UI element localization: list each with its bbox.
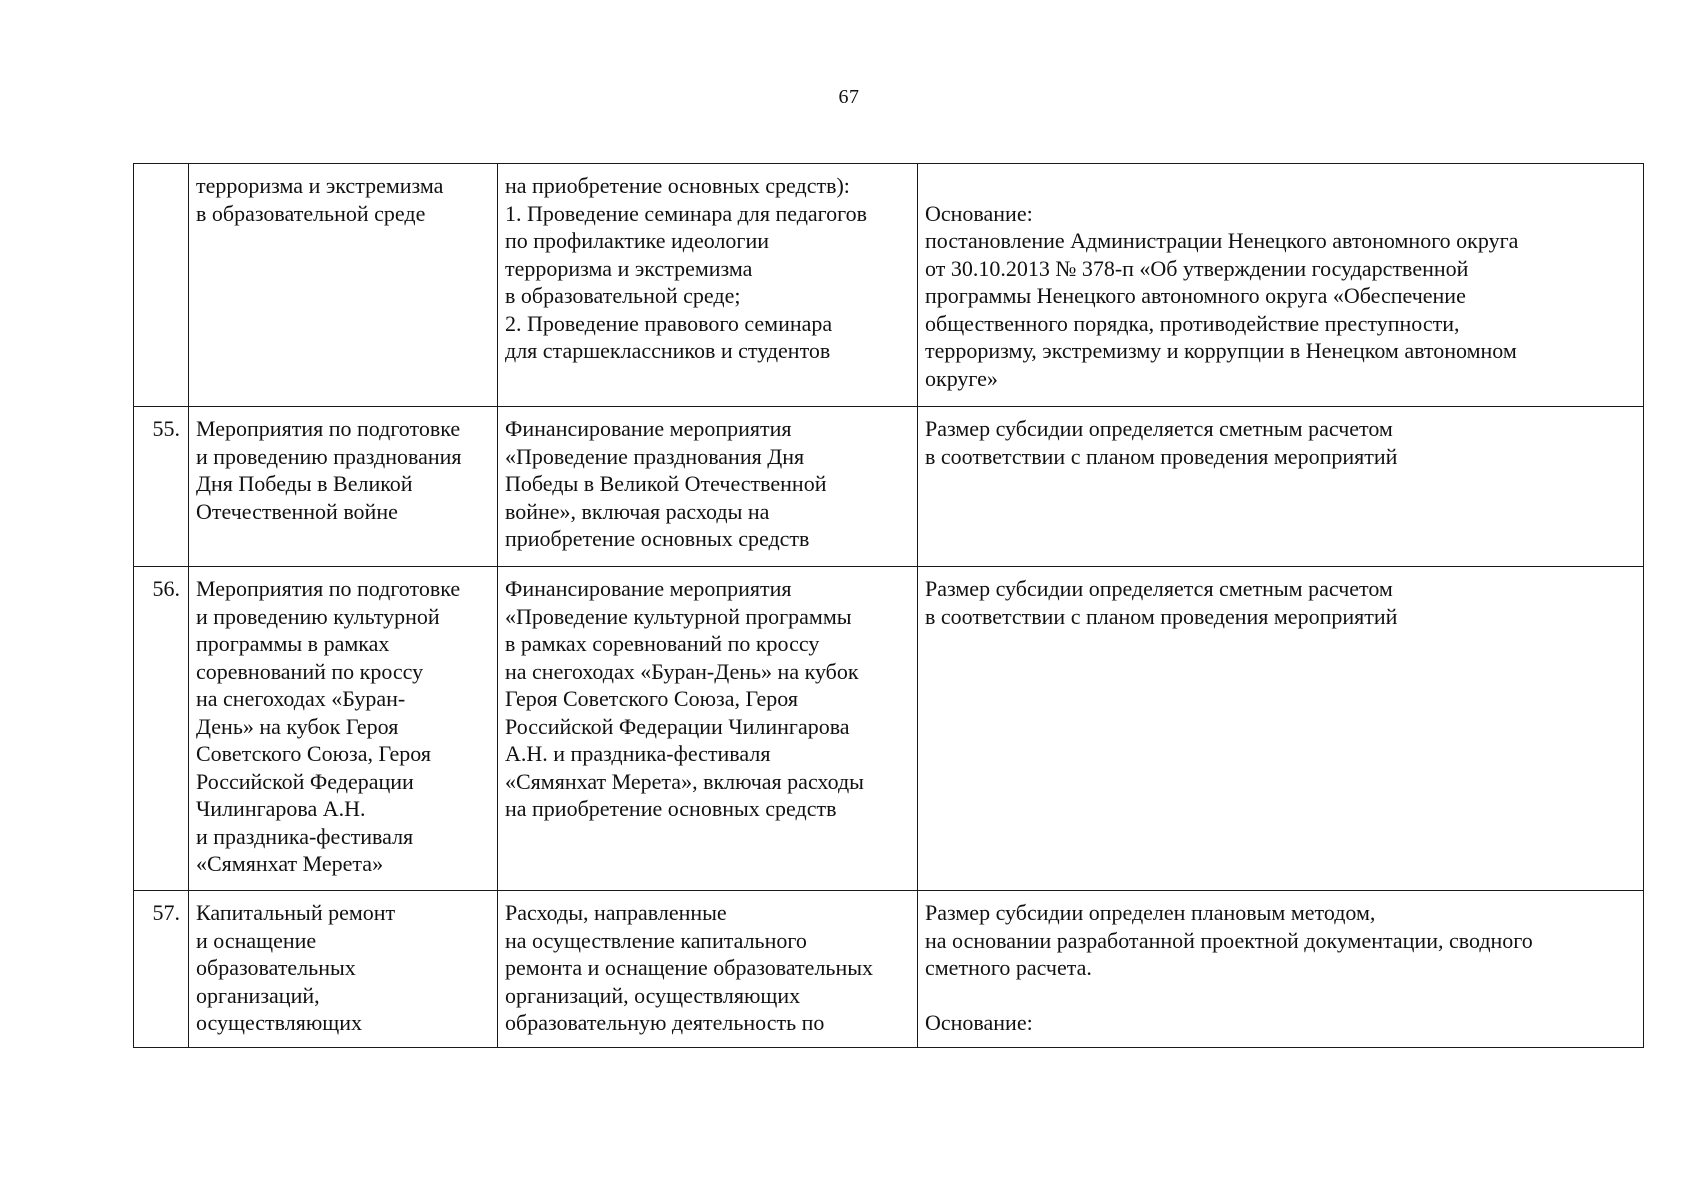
purpose-cell bbox=[498, 164, 918, 407]
text-line: и праздника-фестиваля bbox=[196, 823, 414, 849]
text-line: войне», включая расходы на bbox=[505, 498, 770, 524]
row-number-cell: 55. bbox=[134, 407, 189, 567]
text-line: по профилактике идеологии bbox=[505, 228, 769, 253]
basis-title: Основание: bbox=[925, 1010, 1033, 1035]
text-line: организаций, bbox=[196, 982, 320, 1008]
text-line: от 30.10.2013 № 378-п «Об утверждении государственной bbox=[925, 255, 1469, 281]
text-line: «Сямянхат Мерета», включая расходы bbox=[505, 768, 864, 794]
spacer bbox=[925, 172, 1639, 200]
text-line: Дня Победы в Великой bbox=[196, 471, 413, 496]
text-line: Мероприятия по подготовке bbox=[196, 416, 461, 441]
text-line: ремонта и оснащение образовательных bbox=[505, 955, 874, 980]
text-line: терроризму, экстремизму и коррупции в Ненецком автономном bbox=[925, 338, 1517, 363]
text-line: А.Н. и праздника-фестиваля bbox=[505, 741, 771, 766]
event-name-cell bbox=[189, 164, 498, 407]
text-line: на приобретение основных средств): bbox=[505, 173, 850, 198]
text-line: Героя Советского Союза, Героя bbox=[505, 686, 798, 711]
basis-cell bbox=[918, 164, 1644, 407]
page-number: 67 bbox=[838, 86, 860, 108]
table-row bbox=[134, 164, 1644, 407]
purpose-cell bbox=[498, 407, 918, 567]
text-line: «Сямянхат Мерета» bbox=[196, 851, 384, 876]
spacer bbox=[925, 982, 1639, 1010]
row-number-cell: 56. bbox=[134, 567, 189, 891]
text-line: Размер субсидии определяется сметным расчетом bbox=[925, 416, 1393, 441]
text-line: на осуществление капитального bbox=[505, 927, 807, 953]
text-line: на основании разработанной проектной документации, сводного bbox=[925, 927, 1533, 953]
basis-cell bbox=[918, 567, 1644, 891]
text-line: Капитальный ремонт bbox=[196, 900, 396, 925]
text-line: терроризма и экстремизма bbox=[505, 255, 753, 281]
text-line: терроризма и экстремизма bbox=[196, 173, 444, 198]
text-line: День» на кубок Героя bbox=[196, 713, 399, 739]
table-row bbox=[134, 567, 1644, 891]
text-line: Отечественной войне bbox=[196, 498, 398, 524]
basis-title: Основание: bbox=[925, 200, 1033, 226]
text-line: общественного порядка, противодействие преступности, bbox=[925, 310, 1460, 336]
text-line: в соответствии с планом проведения мероприятий bbox=[925, 443, 1398, 469]
row-number-cell bbox=[134, 164, 189, 407]
table-row bbox=[134, 407, 1644, 567]
document-table bbox=[133, 163, 1644, 1048]
text-line: 1. Проведение семинара для педагогов bbox=[505, 200, 868, 226]
purpose-cell bbox=[498, 891, 918, 1048]
text-line: соревнований по кроссу bbox=[196, 658, 424, 684]
text-line: образовательных bbox=[196, 955, 356, 980]
text-line: на приобретение основных средств bbox=[505, 796, 837, 821]
text-line: Финансирование мероприятия bbox=[505, 416, 792, 441]
basis-cell bbox=[918, 891, 1644, 1048]
text-line: и проведению культурной bbox=[196, 603, 440, 629]
text-line: Финансирование мероприятия bbox=[505, 576, 792, 601]
basis-cell bbox=[918, 407, 1644, 567]
text-line: Российской Федерации bbox=[196, 768, 414, 794]
text-line: программы Ненецкого автономного округа «Обеспечение bbox=[925, 283, 1466, 308]
text-line: осуществляющих bbox=[196, 1010, 362, 1035]
text-line: Размер субсидии определяется сметным расчетом bbox=[925, 576, 1393, 601]
text-line: 2. Проведение правового семинара bbox=[505, 310, 833, 336]
row-number-cell: 57. bbox=[134, 891, 189, 1048]
text-line: Мероприятия по подготовке bbox=[196, 576, 461, 601]
text-line: и проведению празднования bbox=[196, 443, 462, 469]
event-name-cell bbox=[189, 407, 498, 567]
text-line: Размер субсидии определен плановым методом, bbox=[925, 900, 1376, 925]
text-line: в образовательной среде; bbox=[505, 283, 741, 308]
text-line: «Проведение празднования Дня bbox=[505, 443, 805, 469]
table-row bbox=[134, 891, 1644, 1048]
text-line: на снегоходах «Буран-День» на кубок bbox=[505, 658, 859, 684]
text-line: «Проведение культурной программы bbox=[505, 603, 852, 629]
purpose-cell bbox=[498, 567, 918, 891]
text-line: Советского Союза, Героя bbox=[196, 741, 431, 766]
text-line: Чилингарова А.Н. bbox=[196, 796, 366, 821]
text-line: организаций, осуществляющих bbox=[505, 982, 801, 1008]
event-name-cell bbox=[189, 567, 498, 891]
text-line: в образовательной среде bbox=[196, 200, 426, 226]
text-line: округе» bbox=[925, 365, 998, 391]
text-line: образовательную деятельность по bbox=[505, 1010, 825, 1035]
text-line: Российской Федерации Чилингарова bbox=[505, 713, 850, 739]
text-line: в рамках соревнований по кроссу bbox=[505, 631, 820, 656]
text-line: постановление Администрации Ненецкого автономного округа bbox=[925, 228, 1519, 253]
text-line: Расходы, направленные bbox=[505, 900, 727, 925]
text-line: программы в рамках bbox=[196, 631, 390, 656]
text-line: для старшеклассников и студентов bbox=[505, 338, 831, 363]
event-name-cell bbox=[189, 891, 498, 1048]
text-line: и оснащение bbox=[196, 927, 317, 953]
text-line: сметного расчета. bbox=[925, 955, 1092, 980]
text-line: приобретение основных средств bbox=[505, 526, 810, 551]
text-line: Победы в Великой Отечественной bbox=[505, 471, 827, 496]
text-line: в соответствии с планом проведения мероприятий bbox=[925, 603, 1398, 629]
text-line: на снегоходах «Буран- bbox=[196, 686, 406, 711]
